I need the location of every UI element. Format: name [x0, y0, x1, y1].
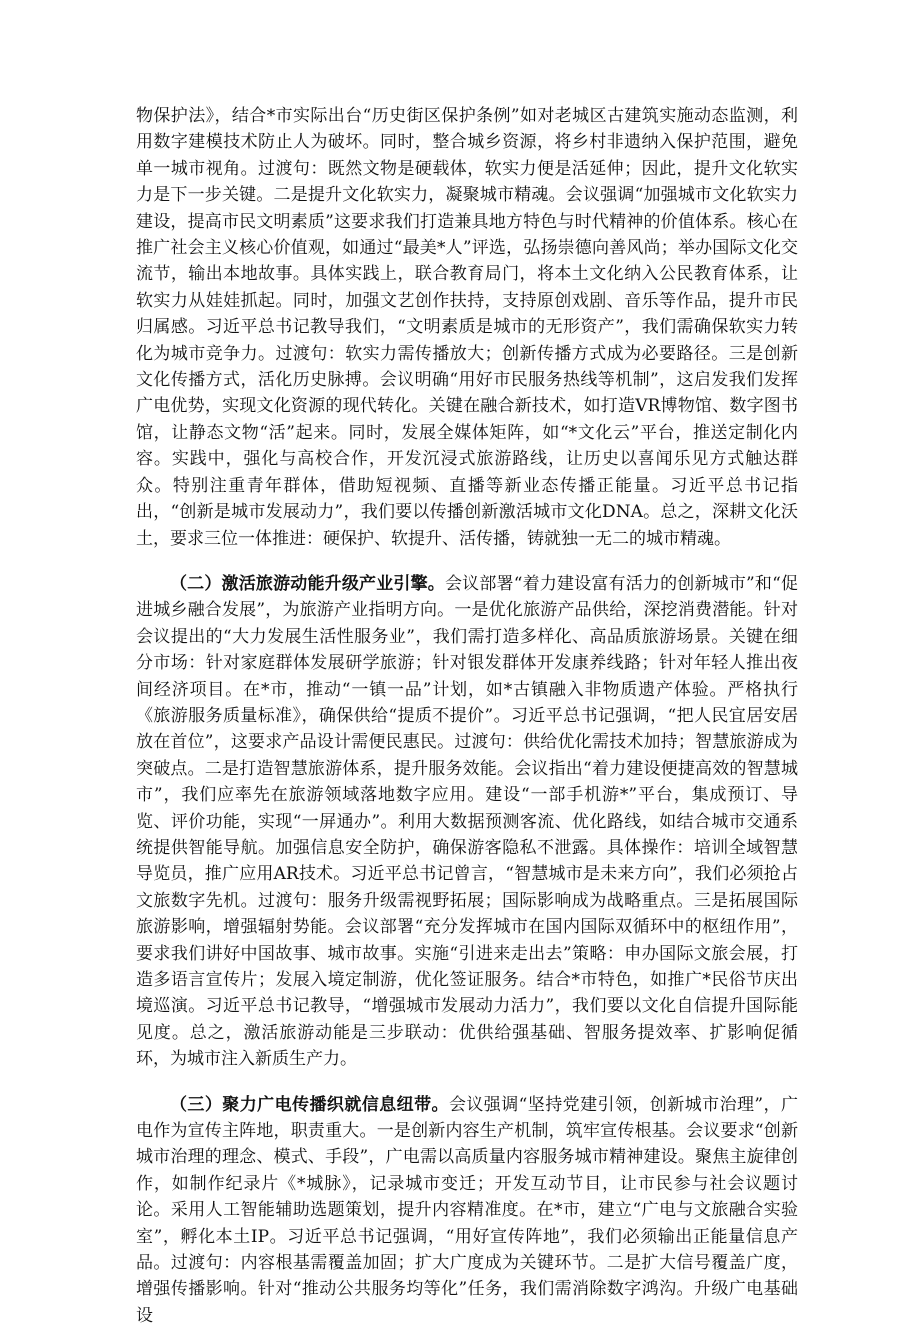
- paragraph-1: [136, 103, 798, 552]
- paragraph-3: [136, 1092, 798, 1329]
- section-heading-3: （三）聚力广电传播织就信息纽带。: [170, 1094, 449, 1115]
- paragraph-2: [136, 571, 798, 1073]
- document-page: [136, 103, 798, 1329]
- paragraph-3-body: 会议强调“坚持党建引领，创新城市治理”，广电作为宣传主阵地，职责重大。一是创新内容生产机制，筑牢宣传根基。会议要求“创新城市治理的理念、模式、手段”，广电需以高质量内容服务城市精神建设。聚焦主旋律创作，如制作纪录片《*城脉》，记录城市变迁；开发互动节目，让市民参与社会议题讨论。采用人工智能辅助选题策划，提升内容精准度。在*市，建立“广电与文旅融合实验室”，孵化本土IP。习近平总书记强调，“用好宣传阵地”，我们必须输出正能量信息产品。过渡句：内容根基需覆盖加固；扩大广度成为关键环节。二是扩大信号覆盖广度，增强传播影响。针对“推动公共服务均等化”任务，我们需消除数字鸿沟。升级广电基础设: [136, 1094, 798, 1326]
- paragraph-gap: [136, 552, 798, 571]
- paragraph-1-body: 物保护法》，结合*市实际出台“历史街区保护条例”如对老城区古建筑实施动态监测，利用数字建模技术防止人为破坏。同时，整合城乡资源，将乡村非遗纳入保护范围，避免单一城市视角。过渡句：既然文物是硬载体，软实力便是活延伸；因此，提升文化软实力是下一步关键。二是提升文化软实力，凝聚城市精魂。会议强调“加强城市文化软实力建设，提高市民文明素质”这要求我们打造兼具地方特色与时代精神的价值体系。核心在推广社会主义核心价值观，如通过“最美*人”评选，弘扬崇德向善风尚；举办国际文化交流节，输出本地故事。具体实践上，联合教育局门，将本土文化纳入公民教育体系，让软实力从娃娃抓起。同时，加强文艺创作扶持，支持原创戏剧、音乐等作品，提升市民归属感。习近平总书记教导我们，“文明素质是城市的无形资产”，我们需确保软实力转化为城市竞争力。过渡句：软实力需传播放大；创新传播方式成为必要路径。三是创新文化传播方式，活化历史脉搏。会议明确“用好市民服务热线等机制”，这启发我们发挥广电优势，实现文化资源的现代转化。关键在融合新技术，如打造VR博物馆、数字图书馆，让静态文物“活”起来。同时，发展全媒体矩阵，如“*文化云”平台，推送定制化内容。实践中，强化与高校合作，开发沉浸式旅游路线，让历史以喜闻乐见方式触达群众。特别注重青年群体，借助短视频、直播等新业态传播正能量。习近平总书记指出，“创新是城市发展动力”，我们要以传播创新激活城市文化DNA。总之，深耕文化沃土，要求三位一体推进：硬保护、软提升、活传播，铸就独一无二的城市精魂。: [136, 106, 798, 549]
- paragraph-2-body: 会议部署“着力建设富有活力的创新城市”和“促进城乡融合发展”，为旅游产业指明方向。一是优化旅游产品供给，深挖消费潜能。针对会议提出的“大力发展生活性服务业”，我们需打造多样化、高品质旅游场景。关键在细分市场：针对家庭群体发展研学旅游；针对银发群体开发康养线路；针对年轻人推出夜间经济项目。在*市，推动“一镇一品”计划，如*古镇融入非物质遗产体验。严格执行《旅游服务质量标准》，确保供给“提质不提价”。习近平总书记强调，“把人民宜居安居放在首位”，这要求产品设计需便民惠民。过渡句：供给优化需技术加持；智慧旅游成为突破点。二是打造智慧旅游体系，提升服务效能。会议指出“着力建设便捷高效的智慧城市”，我们应率先在旅游领域落地数字应用。建设“一部手机游*”平台，集成预订、导览、评价功能，实现“一屏通办”。利用大数据预测客流、优化路线，如结合城市交通系统提供智能导航。加强信息安全防护，确保游客隐私不泄露。具体操作：培训全域智慧导览员，推广应用AR技术。习近平总书记曾言，“智慧城市是未来方向”，我们必须抢占文旅数字先机。过渡句：服务升级需视野拓展；国际影响成为战略重点。三是拓展国际旅游影响，增强辐射势能。会议部署“充分发挥城市在国内国际双循环中的枢纽作用”，要求我们讲好中国故事、城市故事。实施“引进来走出去”策略：申办国际文旅会展，打造多语言宣传片；发展入境定制游，优化签证服务。结合*市特色，如推广*民俗节庆出境巡演。习近平总书记教导，“增强城市发展动力活力”，我们要以文化自信提升国际能见度。总之，激活旅游动能是三步联动：优供给强基础、智服务提效率、扩影响促循环，为城市注入新质生产力。: [136, 573, 799, 1070]
- paragraph-gap: [136, 1073, 798, 1092]
- section-heading-2: （二）激活旅游动能升级产业引擎。: [170, 573, 445, 594]
